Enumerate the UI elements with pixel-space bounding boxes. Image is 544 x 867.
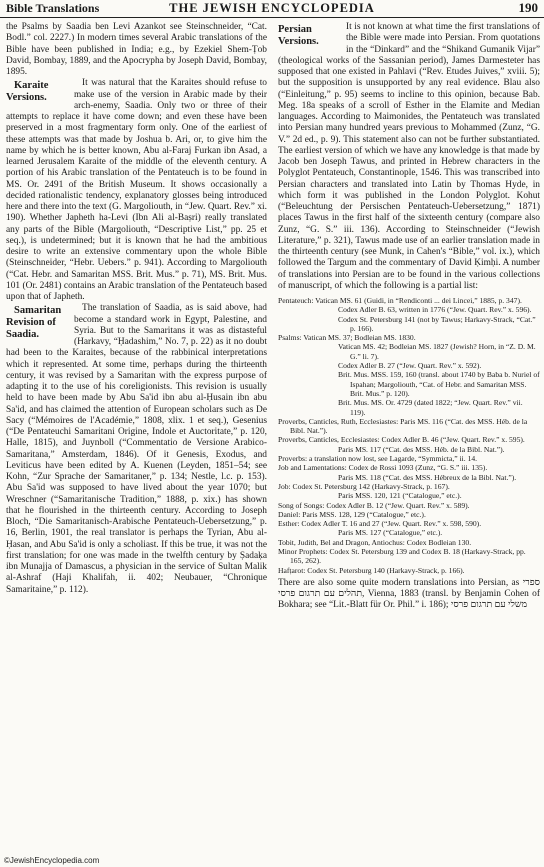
- manuscript-list-item: Daniel: Paris MSS. 128, 129 (“Catalogue,” etc.).: [278, 509, 426, 519]
- left-column: [6, 22, 267, 596]
- manuscript-list-item: Brit. Mus. MS. Or. 4729 (dated 1822; “Jew. Quart. Rev.” vii. 119).: [338, 398, 523, 417]
- manuscript-list-item: Paris MS. 127 (“Catalogue,” etc.).: [338, 528, 443, 538]
- manuscript-list-item: Proverbs, Canticles, Ecclesiastes: Codex Adler B. 46 (“Jew. Quart. Rev.” x. 595).: [278, 435, 525, 445]
- manuscript-list-item: Job: Codex St. Petersburg 142 (Harkavy-Strack, p. 167).: [278, 481, 450, 491]
- manuscript-list-item: Psalms: Vatican MS. 37; Bodleian MS. 1830.: [278, 333, 416, 343]
- manuscript-list-item: Tobit, Judith, Bel and Dragon, Antiochus: Codex Bodleian 130.: [278, 537, 472, 547]
- manuscript-list-item: Codex Adler B. 27 (“Jew. Quart. Rev.” x. 592).: [338, 361, 482, 371]
- manuscript-list-item: Proverbs, Canticles, Ruth, Ecclesiastes: Paris MS. 116 (“Cat. des MSS. Héb. de la Bibl. Nat.”).: [278, 416, 528, 436]
- manuscript-list-item: Codex St. Petersburg 141 (not by Tawus; Harkavy-Strack, “Cat.” p. 166).: [338, 314, 536, 333]
- manuscript-list-item: Job and Lamentations: Codex de Rossi 1093 (Zunz, “G. S.” iii. 135).: [278, 463, 488, 473]
- paragraph-arabic-india: the Psalms by Saadia ben Levi Azankot see Steinschneider, “Cat. Bodl.” col. 2227.) In modern times several Arabic translations of the Bible have been published in India; e.g., by Ezekiel Shem-Ṭob David, Bombay, 1889, and the Apocrypha by Joseph David, Bombay, 1895.: [6, 22, 267, 77]
- paragraph-persian: [278, 22, 540, 292]
- paragraph-modern-translations: There are also some quite modern translations into Persian, as ספרי תהלים עם תרגום פרסי, Vienna, 1883 (transl. by Benjamin Cohen of Bokhara; see “Lit.-Blatt für Or. Phil.” i. 186); משלי עם תרגום פרסי: [278, 577, 540, 611]
- running-title: THE JEWISH ENCYCLOPEDIA: [169, 1, 375, 15]
- copyright-footer: ©JewishEncyclopedia.com: [4, 856, 100, 865]
- manuscript-list-item: Paris MS. 117 (“Cat. des MSS. Héb. de la Bibl. Nat.”).: [338, 444, 505, 454]
- page-header: [0, 0, 544, 18]
- manuscript-list-item: Pentateuch: Vatican MS. 61 (Guidi, in “Rendiconti ... dei Lincei,” 1885, p. 347).: [278, 296, 522, 305]
- paragraph-persian-text: It is not known at what time the first translations of the Bible were made into Persian. From quotations in the “Dinkard” and the “Shikand Gumanik Vijar” (theological works of the Sassanian period), James Darmesteter has supposed that one existed in Pahlavi (“Rev. Etudes Juives,” xviii. 5); but the supposition is unsupported by any real evidence. Blau also (“Einleitung,” p. 95) seems to incline to this opinion, because Bab. Meg. 18a speaks of a scroll of Esther in the Elamite and Median languages. According to Maimonides, the Pentateuch was translated into Persian many hundred years previous to Mohammed (Zunz, “G. V.” 2d ed., p. 9). This statement also can not be further substantiated. The earliest version of which we have any knowledge is that made by Jacob ben Joseph Tawus, and printed in Hebrew characters in the Polyglot Pentateuch, Constantinople, 1546. This was transcribed into Persian characters and translated into Latin by Thomas Hyde, in which form it was published in the London Polyglot. Kohut (“Beleuchtung der Persischen Pentateuch-Uebersetzung,” 1871) places Tawus in the first half of the sixteenth century (compare also Zunz, “G. S.” iii. 136). According to Steinschneider (“Jewish Literature,” p. 321), Tawus made use of an earlier translation made in the thirteenth century (see Munk, in Cahen's “Bible,” vol. ix.), which followed the Targum and the commentary of David Ḳimḥi. A number of translations into Persian are to be found in the various collections of manuscript, of which the following is a partial list:: [278, 22, 540, 291]
- manuscript-list-item: Paris MS. 118 (“Cat. des MSS. Hébreux de la Bibl. Nat.”).: [338, 472, 517, 482]
- manuscript-list-item: Paris MSS. 120, 121 (“Catalogue,” etc.).: [338, 491, 462, 501]
- side-heading-persian-versions: Persian Versions.: [278, 24, 319, 47]
- manuscript-list-item: Proverbs: a translation now lost, see Lagarde, “Symmicta,” ii. 14.: [278, 454, 478, 464]
- manuscript-list-item: Esther: Codex Adler T. 16 and 27 (“Jew. Quart. Rev.” x. 598, 590).: [278, 519, 482, 529]
- page-number: 190: [518, 0, 538, 15]
- section-title: Bible Translations: [6, 1, 100, 15]
- side-heading-samaritan-revision: Samaritan Revision of Saadia.: [6, 305, 62, 341]
- manuscript-list-item: Codex Adler B. 63, written in 1776 (“Jew. Quart. Rev.” x. 596).: [338, 305, 532, 315]
- manuscript-list-item: Minor Prophets: Codex St. Petersburg 139 and Codex B. 18 (Harkavy-Strack, pp. 165, 262).: [278, 547, 526, 566]
- manuscript-list: [278, 296, 540, 575]
- manuscript-list-item: Brit. Mus. MSS. 159, 160 (transl. about 1740 by Baba b. Nuriel of Ispahan; Margoliouth, “Cat. of Hebr. and Samaritan MSS. Brit. Mus.” p. 120).: [338, 370, 540, 398]
- paragraph-karaite-text: It was natural that the Karaites should refuse to make use of the version in Arabic made by their arch-enemy, Saadia. Only two or three of their attempts to replace it have come down; and even these have been preserved in a most fragmentary form only. One of the earliest of these attempts was that made by Joshua b. Ari, or, to give him the name by which he is better known, Abu al-Faraj Furkan ibn Asad, a learned Jerusalem Karaite of the middle of the eleventh century. A portion of his Arabic translation of the Pentateuch is to be found in MS. Or. 2491 of the British Museum. It shows occasionally a decided rationalistic tendency, explanatory glosses being introduced here and there into the text (G. Margoliouth, in “Jew. Quart. Rev.” xi. 190). Whether Japheth ha-Levi (Ibn Ali al-Baṣri) really translated any parts of the Bible (Margoliouth, “Descriptive List,” pp. 25 et seq.), is undetermined; but it is known that he had the ambitious desire to write an extensive commentary upon the whole Bible (Steinschneider, “Hebr. Uebers.” p. 941). According to Margoliouth (“Cat. Hebr. and Samaritan MSS. Brit. Mus.” p. 71), MS. Brit. Mus. 101 (Or. 2481) contains an Arabic translation of the Pentateuch based upon that of Japheth.: [6, 78, 267, 302]
- right-column: [278, 22, 540, 612]
- manuscript-list-item: Hafṭarot: Codex St. Petersburg 140 (Harkavy-Strack, p. 166).: [278, 565, 465, 575]
- paragraph-karaite: [6, 78, 267, 303]
- manuscript-list-item: Song of Songs: Codex Adler B. 12 (“Jew. Quart. Rev.” x. 589).: [278, 500, 470, 510]
- side-heading-karaite-versions: Karaite Versions.: [6, 80, 49, 104]
- manuscript-list-item: Vatican MS. 42; Bodleian MS. 1827 (Jewish? Horn, in “Z. D. M. G.” li. 7).: [338, 342, 536, 361]
- paragraph-samaritan: [6, 303, 267, 596]
- paragraph-samaritan-text: The translation of Saadia, as is said above, had become a standard work in Egypt, Palestine, and Syria. But to the Samaritans it was as distasteful (Harkavy, “Ḥadashim,” No. 7, p. 22) as it no doubt had been to the Karaites, because of the rabbinical interpretations which it represented. At some time, perhaps during the thirteenth century, it was revised by a Samaritan with the express purpose of adapting it to the use of his coreligionists. This revision is usually held to have been made by Abu Sa'id ibn abu al-Ḥusain ibn abu Sa'id, and has claimed the attention of European scholars such as De Sacy (“Mémoires de l'Académie,” 1808, xlix. 1 et seq.), Gesenius (“De Pentateuchi Samaritani Origine, Indole et Auctoritate,” p. 120, Halle, 1815), and Juynboll (“Commentatio de Versione Arabico-Samaritana,” Amsterdam, 1846). Of it Genesis, Exodus, and Leviticus have been edited by A. Kuenen (Leyden, 1851–54; see Kohn, “Zur Sprache der Samaritaner,” p. 134; Nestle, l.c. p. 153). Abu Sa'id was supposed to have lived about the year 1070; but Wreschner (“Samaritanische Tradition,” 1888, p. xix.) has shown that he flourished in the thirteenth century. According to Joseph Bloch, “Die Samaritanisch-Arabische Pentateuch-Uebersetzung,” p. 16, Berlin, 1901, the real translator is perhaps the Tyrian, Abu al-Ḥasan, and Abu Sa'id is only a scholiast. If this be true, it was not the first translation; for one was made in the twelfth century by Ṣadaḳa ibn Munajja of Damascus, a physician in the service of Sultan Malik al-Ashraf (Haji Khalifah, ii. 402; Neubauer, “Chronique Samaritaine,” p. 112).: [6, 303, 267, 595]
